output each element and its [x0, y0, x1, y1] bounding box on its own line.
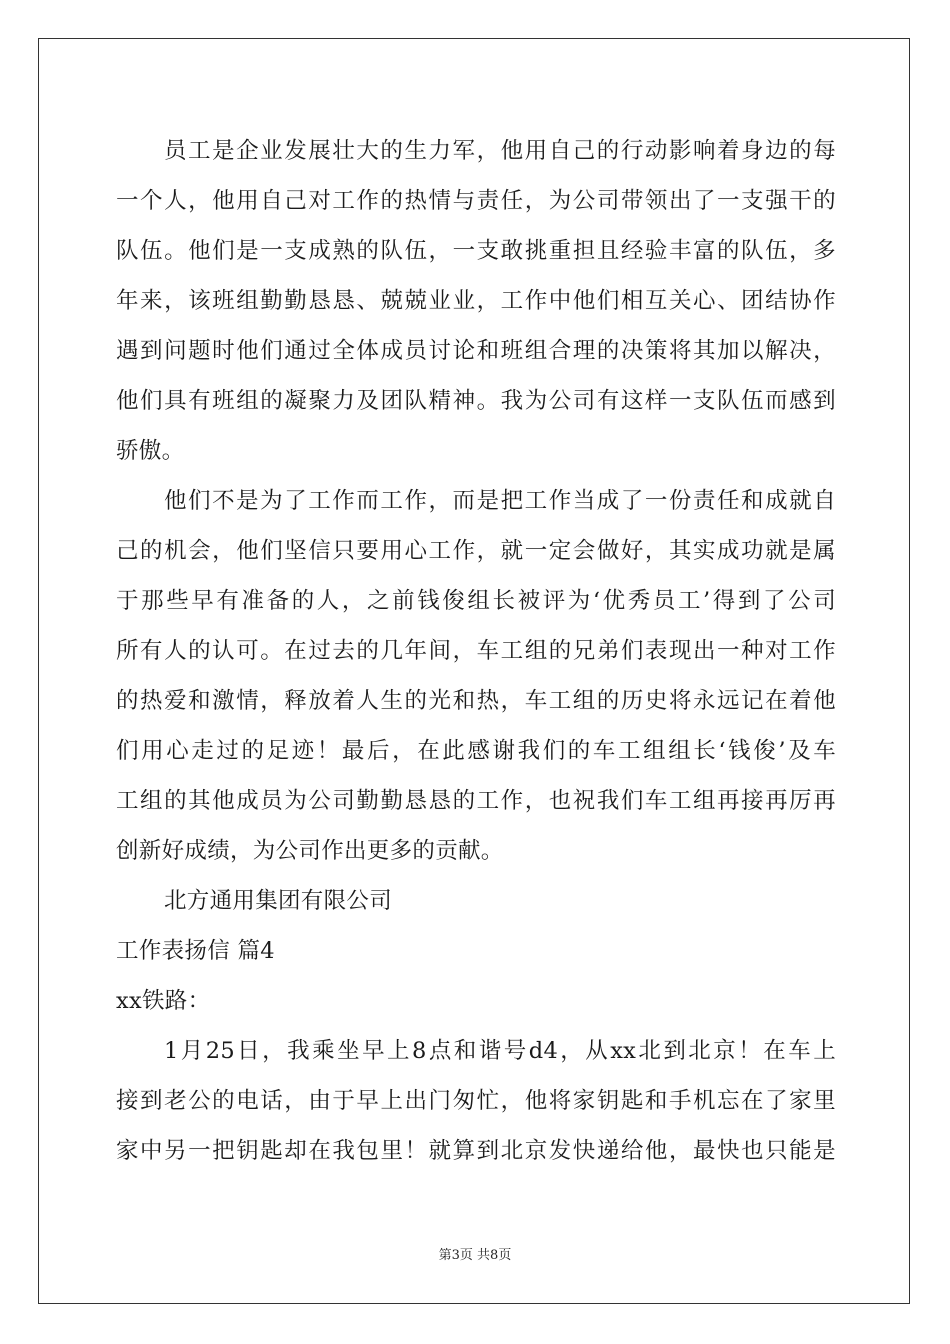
text-line: 年来，该班组勤勤恳恳、兢兢业业，工作中他们相互关心、团结协作	[116, 288, 836, 314]
text-line: 骄傲。	[116, 438, 185, 464]
section-title: 工作表扬信 篇4	[116, 938, 275, 964]
paragraph-2	[116, 476, 836, 876]
salutation: xx铁路：	[116, 988, 211, 1014]
text-line: 员工是企业发展壮大的生力军，他用自己的行动影响着身边的每	[164, 138, 836, 164]
text-line: 遇到问题时他们通过全体成员讨论和班组合理的决策将其加以解决，	[116, 338, 836, 364]
text-line: 所有人的认可。在过去的几年间，车工组的兄弟们表现出一种对工作	[116, 638, 836, 664]
document-body	[116, 126, 836, 1176]
page-number: 第3页 共8页	[438, 1248, 512, 1263]
text-line: 于那些早有准备的人，之前钱俊组长被评为‘优秀员工’得到了公司	[116, 588, 836, 614]
text-line: 己的机会，他们坚信只要用心工作，就一定会做好，其实成功就是属	[116, 538, 836, 564]
text-line: 他们不是为了工作而工作，而是把工作当成了一份责任和成就自	[164, 488, 836, 514]
text-line: 们用心走过的足迹！最后，在此感谢我们的车工组组长‘钱俊’及车	[116, 738, 836, 764]
paragraph-1	[116, 126, 836, 476]
text-line: 创新好成绩，为公司作出更多的贡献。	[116, 838, 504, 864]
text-line: 接到老公的电话，由于早上出门匆忙，他将家钥匙和手机忘在了家里	[116, 1088, 836, 1114]
text-line: 家中另一把钥匙却在我包里！就算到北京发快递给他，最快也只能是	[116, 1138, 836, 1164]
text-line: 队伍。他们是一支成熟的队伍，一支敢挑重担且经验丰富的队伍，多	[116, 238, 836, 264]
text-line: 他们具有班组的凝聚力及团队精神。我为公司有这样一支队伍而感到	[116, 388, 836, 414]
signature: 北方通用集团有限公司	[164, 888, 393, 914]
text-line: 的热爱和激情，释放着人生的光和热，车工组的历史将永远记在着他	[116, 688, 836, 714]
text-line: 一个人，他用自己对工作的热情与责任，为公司带领出了一支强干的	[116, 188, 836, 214]
paragraph-3	[116, 1026, 836, 1176]
text-line: 1月25日，我乘坐早上8点和谐号d4，从xx北到北京！在车上	[164, 1038, 836, 1064]
text-line: 工组的其他成员为公司勤勤恳恳的工作，也祝我们车工组再接再厉再	[116, 788, 836, 814]
